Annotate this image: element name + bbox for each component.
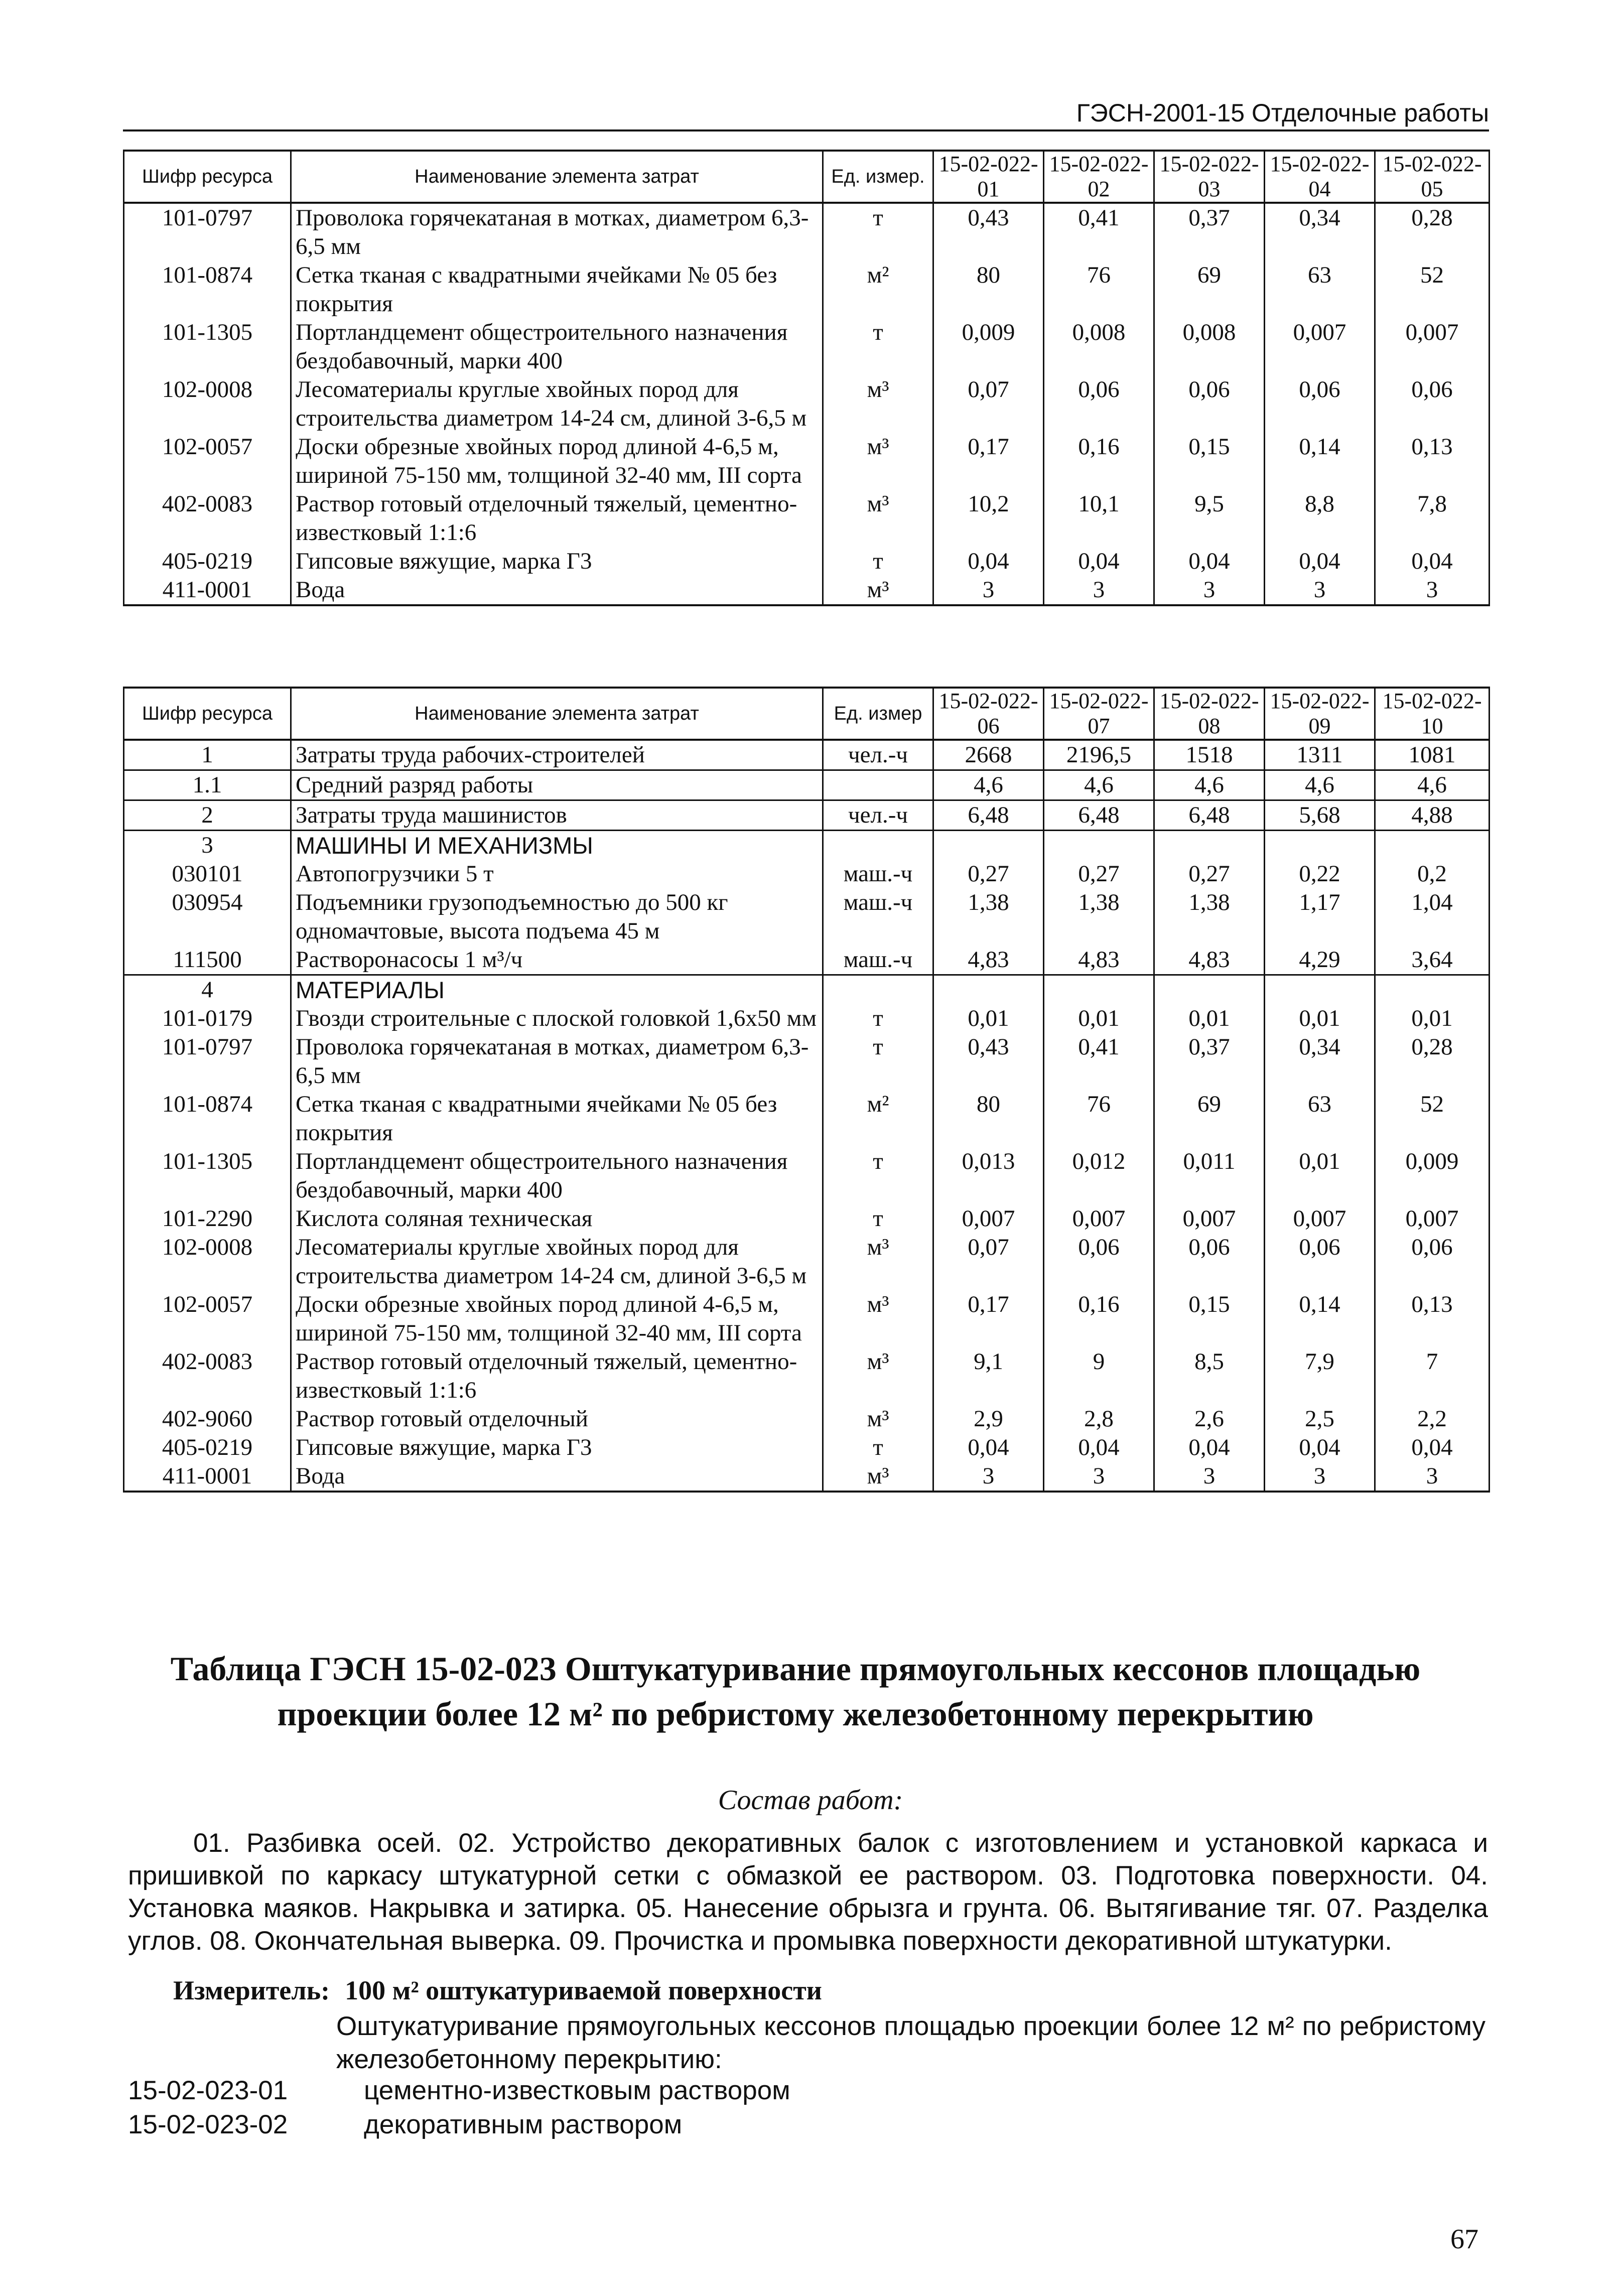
table-row (124, 888, 1490, 946)
resource-code: 101-0874 (124, 1090, 291, 1147)
resource-value: 4,83 (1044, 946, 1154, 975)
resource-value: 0,04 (1375, 547, 1490, 576)
resource-name: Лесоматериалы круглые хвойных пород для строительства диаметром 14-24 см, длиной 3-6,5 м (291, 1233, 823, 1290)
resource-unit: м³ (823, 1462, 933, 1492)
resource-value: 0,04 (933, 1433, 1044, 1462)
norm-code-text: декоративным раствором (364, 2110, 683, 2139)
resource-value: 0,01 (1265, 1147, 1375, 1204)
table-row (124, 203, 1490, 261)
resource-value: 0,01 (933, 1004, 1044, 1033)
resource-value: 3 (933, 1462, 1044, 1492)
resource-value: 0,27 (1154, 860, 1265, 888)
resource-value: 4,83 (933, 946, 1044, 975)
resource-value: 0,37 (1154, 203, 1265, 261)
resource-value: 2,8 (1044, 1405, 1154, 1433)
resource-value: 0,16 (1044, 433, 1154, 490)
resource-value: 0,007 (1375, 318, 1490, 375)
resource-value: 1,04 (1375, 888, 1490, 946)
resource-name: МАТЕРИАЛЫ (291, 975, 823, 1005)
table-row (124, 433, 1490, 490)
resource-code: 1 (124, 740, 291, 770)
resource-value: 4,29 (1265, 946, 1375, 975)
resource-code: 101-0797 (124, 1033, 291, 1090)
resource-value: 3 (1044, 1462, 1154, 1492)
resource-value: 0,01 (1265, 1004, 1375, 1033)
resource-value: 1518 (1154, 740, 1265, 770)
resource-value: 80 (933, 261, 1044, 318)
resource-value: 0,28 (1375, 1033, 1490, 1090)
resource-value: 1311 (1265, 740, 1375, 770)
section-title: Таблица ГЭСН 15-02-023 Оштукатуривание прямоугольных кессонов площадью проекции более 12 м² по ребристому железобетонному перекрытию (170, 1650, 1421, 1733)
resource-value: 0,04 (1375, 1433, 1490, 1462)
resource-name: Гипсовые вяжущие, марка Г3 (291, 1433, 823, 1462)
resource-unit: т (823, 203, 933, 261)
resource-value: 0,13 (1375, 1290, 1490, 1347)
table-row (124, 576, 1490, 605)
col-header: Наименование элемента затрат (291, 151, 823, 203)
resource-unit: м³ (823, 1290, 933, 1347)
norm-code-row (128, 2075, 790, 2106)
table-row (124, 1233, 1490, 1290)
resource-value: 0,04 (1265, 1433, 1375, 1462)
table-row (124, 1090, 1490, 1147)
resource-value: 0,007 (1154, 1204, 1265, 1233)
resource-value: 0,008 (1154, 318, 1265, 375)
col-header: 15-02-022-05 (1375, 151, 1490, 203)
resource-unit: маш.-ч (823, 860, 933, 888)
resource-name: МАШИНЫ И МЕХАНИЗМЫ (291, 831, 823, 860)
resource-code: 411-0001 (124, 576, 291, 605)
measure-label: Измеритель: (173, 1975, 330, 2005)
resource-value: 0,15 (1154, 1290, 1265, 1347)
table-row (124, 1147, 1490, 1204)
resource-code: 3 (124, 831, 291, 860)
resource-value: 10,2 (933, 490, 1044, 547)
resource-value: 0,06 (1265, 1233, 1375, 1290)
resource-code: 402-0083 (124, 1347, 291, 1405)
resource-name: Вода (291, 1462, 823, 1492)
resource-value (1375, 975, 1490, 1005)
resource-value: 6,48 (933, 800, 1044, 831)
page-number: 67 (1450, 2224, 1478, 2255)
resource-unit: м³ (823, 375, 933, 433)
resource-code: 030954 (124, 888, 291, 946)
table-row (124, 490, 1490, 547)
resource-value: 0,2 (1375, 860, 1490, 888)
col-header: 15-02-022-10 (1375, 688, 1490, 740)
col-header: 15-02-022-07 (1044, 688, 1154, 740)
col-header: 15-02-022-02 (1044, 151, 1154, 203)
table-row (124, 831, 1490, 860)
table-row (124, 318, 1490, 375)
col-header: 15-02-022-04 (1265, 151, 1375, 203)
resource-value: 0,13 (1375, 433, 1490, 490)
resource-unit: м³ (823, 576, 933, 605)
resource-value: 2,6 (1154, 1405, 1265, 1433)
resource-name: Раствор готовый отделочный (291, 1405, 823, 1433)
resource-unit: маш.-ч (823, 946, 933, 975)
resource-value: 0,013 (933, 1147, 1044, 1204)
resource-name: Проволока горячекатаная в мотках, диаметром 6,3-6,5 мм (291, 1033, 823, 1090)
resource-value: 0,27 (933, 860, 1044, 888)
resource-value: 6,48 (1154, 800, 1265, 831)
work-description: Оштукатуривание прямоугольных кессонов площадью проекции более 12 м² по ребристому железобетонному перекрытию: (336, 2011, 1485, 2074)
col-header: Ед. измер (823, 688, 933, 740)
resource-value: 0,27 (1044, 860, 1154, 888)
table-row (124, 770, 1490, 800)
resource-value: 3 (1044, 576, 1154, 605)
resource-value: 0,06 (1154, 1233, 1265, 1290)
resource-unit (823, 975, 933, 1005)
resource-code: 101-1305 (124, 318, 291, 375)
resource-value: 4,88 (1375, 800, 1490, 831)
resource-name: Кислота соляная техническая (291, 1204, 823, 1233)
resource-value: 52 (1375, 1090, 1490, 1147)
resource-value: 0,06 (1044, 375, 1154, 433)
table-row (124, 1405, 1490, 1433)
resource-value: 1,38 (933, 888, 1044, 946)
resource-value: 9,1 (933, 1347, 1044, 1405)
resource-value: 0,009 (1375, 1147, 1490, 1204)
resource-value: 2,5 (1265, 1405, 1375, 1433)
norm-code: 15-02-023-01 (128, 2076, 288, 2105)
resource-name: Проволока горячекатаная в мотках, диаметром 6,3-6,5 мм (291, 203, 823, 261)
resource-unit: т (823, 1147, 933, 1204)
resource-name: Вода (291, 576, 823, 605)
table-header-row (124, 688, 1490, 740)
resource-value (1265, 975, 1375, 1005)
resource-value: 69 (1154, 1090, 1265, 1147)
resource-value: 0,17 (933, 433, 1044, 490)
resource-value: 5,68 (1265, 800, 1375, 831)
col-header: Шифр ресурса (124, 151, 291, 203)
resource-value: 6,48 (1044, 800, 1154, 831)
table-row (124, 261, 1490, 318)
resource-value (1265, 831, 1375, 860)
resource-unit: м² (823, 1090, 933, 1147)
resource-value: 4,6 (933, 770, 1044, 800)
resource-value: 2668 (933, 740, 1044, 770)
resource-value: 7,9 (1265, 1347, 1375, 1405)
resource-value: 0,06 (1154, 375, 1265, 433)
resource-unit: т (823, 547, 933, 576)
resource-code: 4 (124, 975, 291, 1005)
norm-code-text: цементно-известковым раствором (364, 2076, 790, 2105)
work-composition-label: Состав работ: (718, 1785, 903, 1816)
resource-code: 102-0057 (124, 1290, 291, 1347)
col-header: Наименование элемента затрат (291, 688, 823, 740)
resource-value: 3 (1375, 576, 1490, 605)
resource-value: 0,17 (933, 1290, 1044, 1347)
col-header: 15-02-022-03 (1154, 151, 1265, 203)
resource-name: Доски обрезные хвойных пород длиной 4-6,5 м, шириной 75-150 мм, толщиной 32-40 мм, III сорта (291, 433, 823, 490)
table-row (124, 800, 1490, 831)
resource-value: 0,007 (1265, 318, 1375, 375)
resource-code: 101-2290 (124, 1204, 291, 1233)
measure-value: 100 м² оштукатуриваемой поверхности (345, 1975, 822, 2005)
resource-value: 0,14 (1265, 433, 1375, 490)
resource-value: 1081 (1375, 740, 1490, 770)
resource-value: 63 (1265, 261, 1375, 318)
resource-value: 0,012 (1044, 1147, 1154, 1204)
resource-code: 101-0797 (124, 203, 291, 261)
resource-unit: м² (823, 261, 933, 318)
resource-name: Затраты труда рабочих-строителей (291, 740, 823, 770)
resource-value (933, 975, 1044, 1005)
col-header: 15-02-022-09 (1265, 688, 1375, 740)
col-header: 15-02-022-01 (933, 151, 1044, 203)
table-row (124, 860, 1490, 888)
resource-value: 0,04 (1044, 547, 1154, 576)
resource-name: Автопогрузчики 5 т (291, 860, 823, 888)
resource-value: 0,04 (1044, 1433, 1154, 1462)
resource-value: 0,04 (1265, 547, 1375, 576)
resource-unit: т (823, 1433, 933, 1462)
resource-name: Лесоматериалы круглые хвойных пород для строительства диаметром 14-24 см, длиной 3-6,5 м (291, 375, 823, 433)
resource-value: 0,06 (1375, 375, 1490, 433)
resource-value (933, 831, 1044, 860)
resource-value (1375, 831, 1490, 860)
resource-value: 0,01 (1375, 1004, 1490, 1033)
resource-value: 0,07 (933, 1233, 1044, 1290)
resource-value: 7,8 (1375, 490, 1490, 547)
resource-code: 111500 (124, 946, 291, 975)
resource-unit (823, 831, 933, 860)
resource-unit: м³ (823, 1347, 933, 1405)
resource-code: 102-0057 (124, 433, 291, 490)
resource-value: 0,37 (1154, 1033, 1265, 1090)
resource-name: Гипсовые вяжущие, марка Г3 (291, 547, 823, 576)
resource-unit: чел.-ч (823, 800, 933, 831)
resource-code: 101-1305 (124, 1147, 291, 1204)
table-row (124, 375, 1490, 433)
table-row (124, 1347, 1490, 1405)
resource-value (1044, 831, 1154, 860)
resource-value: 0,22 (1265, 860, 1375, 888)
resource-value: 4,83 (1154, 946, 1265, 975)
resource-value: 8,8 (1265, 490, 1375, 547)
resource-code: 1.1 (124, 770, 291, 800)
resource-value: 0,43 (933, 203, 1044, 261)
resource-value: 0,16 (1044, 1290, 1154, 1347)
resource-value (1044, 975, 1154, 1005)
resource-value: 0,06 (1375, 1233, 1490, 1290)
resource-value: 0,06 (1044, 1233, 1154, 1290)
resource-value: 4,6 (1265, 770, 1375, 800)
resource-value: 0,007 (933, 1204, 1044, 1233)
resource-value: 0,007 (1375, 1204, 1490, 1233)
resource-value: 7 (1375, 1347, 1490, 1405)
table-row (124, 1290, 1490, 1347)
resource-value: 0,04 (1154, 1433, 1265, 1462)
col-header: 15-02-022-06 (933, 688, 1044, 740)
resource-code: 402-0083 (124, 490, 291, 547)
resource-code: 405-0219 (124, 1433, 291, 1462)
resource-value: 0,008 (1044, 318, 1154, 375)
resource-value: 3 (1265, 576, 1375, 605)
resource-unit: т (823, 318, 933, 375)
resource-value: 76 (1044, 1090, 1154, 1147)
resource-name: Сетка тканая с квадратными ячейками № 05 без покрытия (291, 1090, 823, 1147)
table-row (124, 1004, 1490, 1033)
table-row (124, 547, 1490, 576)
norm-code-row (128, 2109, 682, 2140)
resource-code: 102-0008 (124, 1233, 291, 1290)
resource-code: 405-0219 (124, 547, 291, 576)
work-composition-text: 01. Разбивка осей. 02. Устройство декоративных балок с изготовлением и установкой каркаса и пришивкой по каркасу штукатурной сетки с обмазкой ее раствором. 03. Подготовка поверхности. 04. Установка маяков. Накрывка и затирка. 05. Нанесение обрызга и грунта. 06. Вытягивание тяг. 07. Разделка углов. 08. Окончательная выверка. 09. Прочистка и промывка поверхности декоративной штукатурки. (128, 1828, 1488, 1956)
resource-value: 0,41 (1044, 203, 1154, 261)
measure-line (173, 1975, 837, 2006)
resource-value: 3 (1154, 576, 1265, 605)
col-header: Ед. измер. (823, 151, 933, 203)
resource-value: 2196,5 (1044, 740, 1154, 770)
resource-unit: м³ (823, 1233, 933, 1290)
resource-unit: м³ (823, 1405, 933, 1433)
resource-code: 101-0874 (124, 261, 291, 318)
resource-value: 0,43 (933, 1033, 1044, 1090)
resource-code: 030101 (124, 860, 291, 888)
col-header: 15-02-022-08 (1154, 688, 1265, 740)
table-row (124, 1204, 1490, 1233)
resource-value: 0,28 (1375, 203, 1490, 261)
resource-value: 80 (933, 1090, 1044, 1147)
running-header (123, 98, 1489, 131)
resource-value: 3 (1154, 1462, 1265, 1492)
resource-value: 9,5 (1154, 490, 1265, 547)
table-row (124, 1462, 1490, 1492)
resource-name: Гвозди строительные с плоской головкой 1,6x50 мм (291, 1004, 823, 1033)
resource-value: 0,04 (1154, 547, 1265, 576)
resource-value: 0,34 (1265, 203, 1375, 261)
resource-value: 1,38 (1044, 888, 1154, 946)
resource-name: Раствор готовый отделочный тяжелый, цементно-известковый 1:1:6 (291, 490, 823, 547)
resource-table-1 (123, 150, 1490, 606)
resource-unit: т (823, 1033, 933, 1090)
resource-value: 1,38 (1154, 888, 1265, 946)
running-header-text: ГЭСН-2001-15 Отделочные работы (1076, 99, 1489, 127)
resource-value: 0,01 (1154, 1004, 1265, 1033)
resource-value: 63 (1265, 1090, 1375, 1147)
resource-value: 69 (1154, 261, 1265, 318)
resource-value: 0,04 (933, 547, 1044, 576)
resource-value: 9 (1044, 1347, 1154, 1405)
resource-name: Растворонасосы 1 м³/ч (291, 946, 823, 975)
table-row (124, 946, 1490, 975)
resource-value: 3,64 (1375, 946, 1490, 975)
resource-value: 0,009 (933, 318, 1044, 375)
resource-unit: т (823, 1204, 933, 1233)
resource-unit: чел.-ч (823, 740, 933, 770)
resource-code: 402-9060 (124, 1405, 291, 1433)
resource-value: 2,2 (1375, 1405, 1490, 1433)
resource-value: 0,07 (933, 375, 1044, 433)
resource-name: Подъемники грузоподъемностью до 500 кг одномачтовые, высота подъема 45 м (291, 888, 823, 946)
resource-value: 0,15 (1154, 433, 1265, 490)
resource-value: 2,9 (933, 1405, 1044, 1433)
resource-name: Портландцемент общестроительного назначения бездобавочный, марки 400 (291, 1147, 823, 1204)
resource-value: 0,06 (1265, 375, 1375, 433)
resource-value: 1,17 (1265, 888, 1375, 946)
resource-name: Раствор готовый отделочный тяжелый, цементно-известковый 1:1:6 (291, 1347, 823, 1405)
resource-code: 411-0001 (124, 1462, 291, 1492)
table-row (124, 1433, 1490, 1462)
resource-value: 76 (1044, 261, 1154, 318)
table-row (124, 1033, 1490, 1090)
resource-table-2 (123, 687, 1490, 1493)
resource-name: Затраты труда машинистов (291, 800, 823, 831)
resource-value: 0,34 (1265, 1033, 1375, 1090)
table-row (124, 975, 1490, 1005)
resource-unit (823, 770, 933, 800)
resource-value: 0,41 (1044, 1033, 1154, 1090)
resource-value: 4,6 (1375, 770, 1490, 800)
resource-value: 3 (1265, 1462, 1375, 1492)
table-header-row (124, 151, 1490, 203)
resource-value: 0,011 (1154, 1147, 1265, 1204)
resource-value: 0,007 (1044, 1204, 1154, 1233)
resource-name: Доски обрезные хвойных пород длиной 4-6,5 м, шириной 75-150 мм, толщиной 32-40 мм, III сорта (291, 1290, 823, 1347)
resource-value: 8,5 (1154, 1347, 1265, 1405)
resource-unit: м³ (823, 433, 933, 490)
resource-value: 52 (1375, 261, 1490, 318)
resource-unit: маш.-ч (823, 888, 933, 946)
resource-value: 0,007 (1265, 1204, 1375, 1233)
resource-value (1154, 975, 1265, 1005)
resource-name: Портландцемент общестроительного назначения бездобавочный, марки 400 (291, 318, 823, 375)
col-header: Шифр ресурса (124, 688, 291, 740)
resource-value (1154, 831, 1265, 860)
resource-value: 0,14 (1265, 1290, 1375, 1347)
norm-code: 15-02-023-02 (128, 2110, 288, 2139)
resource-unit: т (823, 1004, 933, 1033)
resource-value: 10,1 (1044, 490, 1154, 547)
table-row (124, 740, 1490, 770)
resource-code: 2 (124, 800, 291, 831)
resource-value: 3 (933, 576, 1044, 605)
resource-code: 102-0008 (124, 375, 291, 433)
resource-name: Средний разряд работы (291, 770, 823, 800)
resource-value: 0,01 (1044, 1004, 1154, 1033)
resource-unit: м³ (823, 490, 933, 547)
resource-value: 4,6 (1154, 770, 1265, 800)
resource-name: Сетка тканая с квадратными ячейками № 05 без покрытия (291, 261, 823, 318)
resource-code: 101-0179 (124, 1004, 291, 1033)
resource-value: 4,6 (1044, 770, 1154, 800)
resource-value: 3 (1375, 1462, 1490, 1492)
